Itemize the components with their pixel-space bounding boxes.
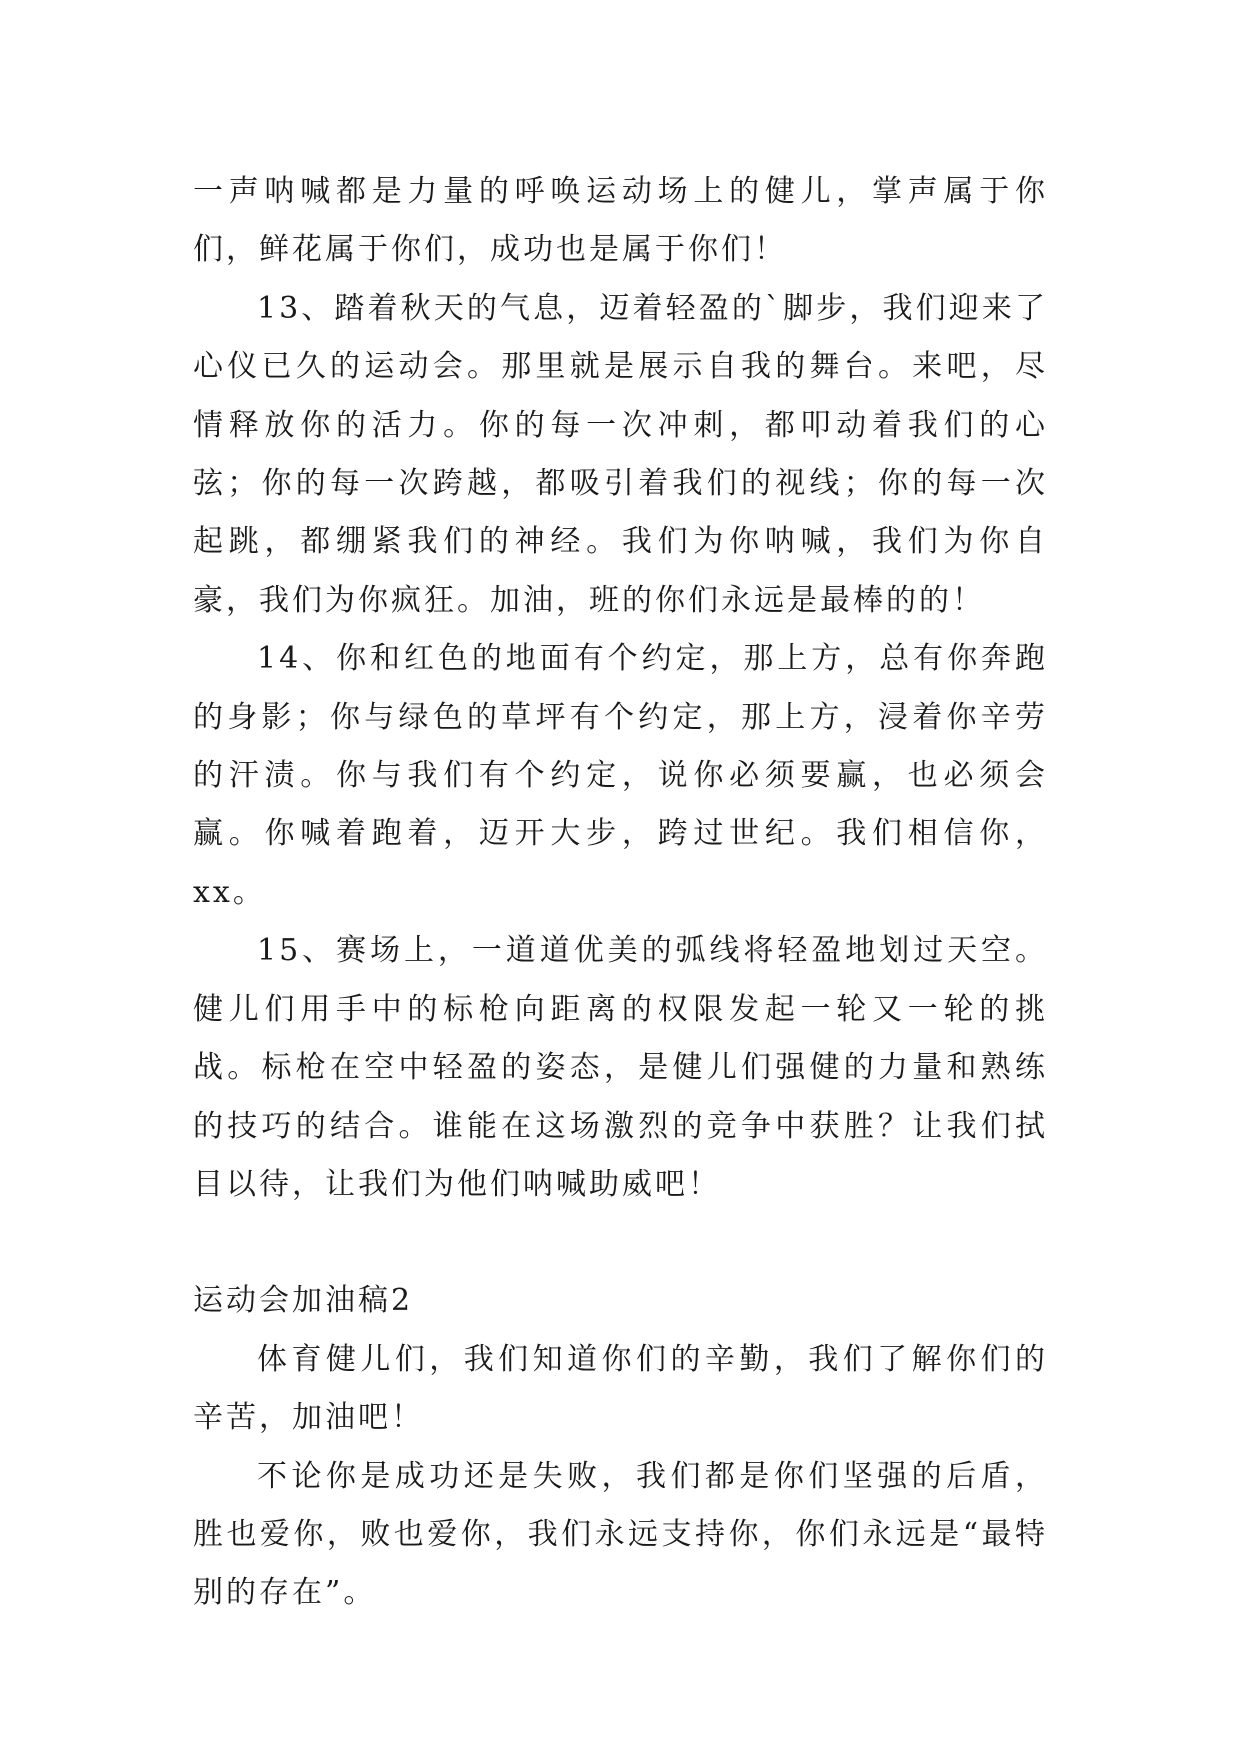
- section-title: 运动会加油稿2: [193, 1283, 414, 1319]
- paragraph-15: 15、赛场上，一道道优美的弧线将轻盈地划过天空。健儿们用手中的标枪向距离的权限发起一轮又一轮的挑战。标枪在空中轻盈的姿态，是健儿们强健的力量和熟练的技巧的结合。谁能在这场激烈的竞争中获胜？让我们拭目以待，让我们为他们呐喊助威吧！: [193, 933, 1048, 1202]
- paragraph-support: 不论你是成功还是失败，我们都是你们坚强的后盾，胜也爱你，败也爱你，我们永远支持你，你们永远是“最特别的存在”。: [193, 1458, 1048, 1611]
- paragraph-continuation: 一声呐喊都是力量的呼唤运动场上的健儿，掌声属于你们，鲜花属于你们，成功也是属于你们！: [193, 174, 1048, 268]
- paragraph-14: 14、你和红色的地面有个约定，那上方，总有你奔跑的身影；你与绿色的草坪有个约定，那上方，浸着你辛劳的汗渍。你与我们有个约定，说你必须要赢，也必须会赢。你喊着跑着，迈开大步，跨过世纪。我们相信你，xx。: [193, 641, 1048, 910]
- paragraph-13: 13、踏着秋天的气息，迈着轻盈的`脚步，我们迎来了心仪已久的运动会。那里就是展示自我的舞台。来吧，尽情释放你的活力。你的每一次冲刺，都叩动着我们的心弦；你的每一次跨越，都吸引着我们的视线；你的每一次起跳，都绷紧我们的神经。我们为你呐喊，我们为你自豪，我们为你疯狂。加油，班的你们永远是最棒的的！: [193, 290, 1048, 618]
- document-body: [193, 163, 1048, 1623]
- paragraph-athletes: 体育健儿们，我们知道你们的辛勤，我们了解你们的辛苦，加油吧！: [193, 1341, 1048, 1436]
